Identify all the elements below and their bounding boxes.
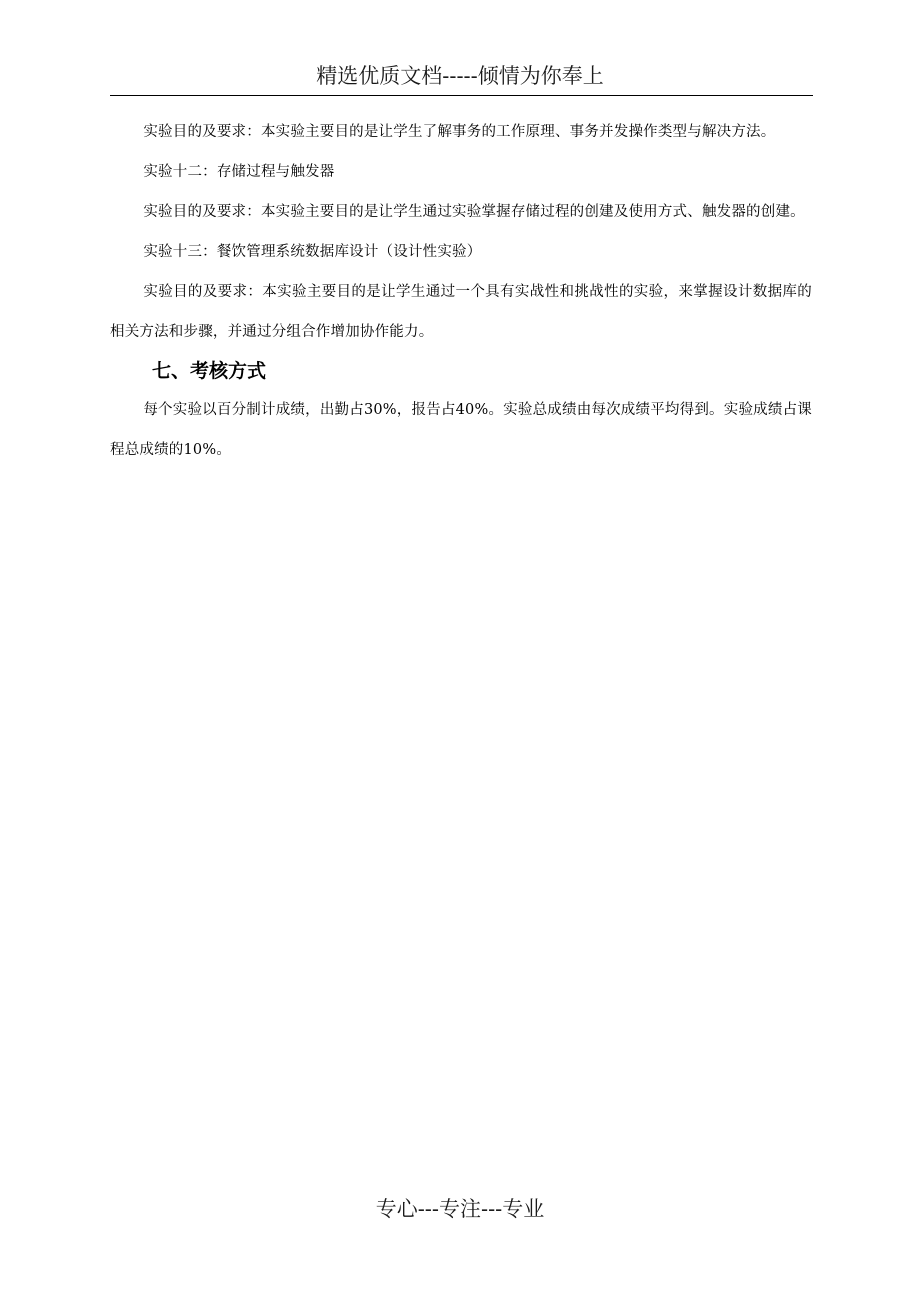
page-header: 精选优质文档-----倾情为你奉上 [316,64,604,88]
experiment-13-title: 实验十三：餐饮管理系统数据库设计（设计性实验） [143,244,482,260]
experiment-12-objective: 实验目的及要求：本实验主要目的是让学生通过实验掌握存储过程的创建及使用方式、触发器的创建。 [143,204,805,220]
document-body [110,112,812,470]
page-footer: 专心---专注---专业 [375,1197,545,1221]
section-heading-assessment: 七、考核方式 [152,360,267,382]
experiment-11-objective: 实验目的及要求：本实验主要目的是让学生了解事务的工作原理、事务并发操作类型与解决方法。 [143,124,776,140]
header-divider [110,95,813,96]
experiment-13-objective: 实验目的及要求：本实验主要目的是让学生通过一个具有实战性和挑战性的实验，来掌握设计数据库的相关方法和步骤，并通过分组合作增加协作能力。 [110,284,812,340]
assessment-paragraph: 每个实验以百分制计成绩，出勤占30%，报告占40%。实验总成绩由每次成绩平均得到。实验成绩占课程总成绩的10%。 [110,402,812,458]
experiment-12-title: 实验十二：存储过程与触发器 [143,164,335,180]
